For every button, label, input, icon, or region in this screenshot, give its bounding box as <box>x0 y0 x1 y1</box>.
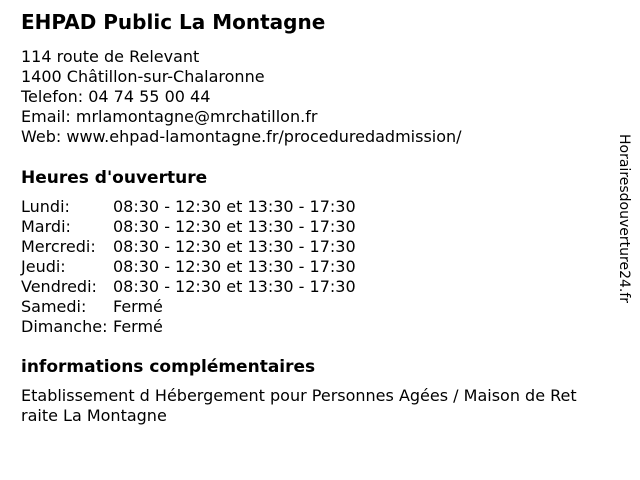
contact-line-phone: Telefon: 04 74 55 00 44 <box>21 87 211 106</box>
hours-time: Fermé <box>113 297 163 316</box>
hours-day: Mercredi: <box>21 237 96 256</box>
hours-time: 08:30 - 12:30 et 13:30 - 17:30 <box>113 277 356 296</box>
hours-table <box>21 197 640 337</box>
info-line: Etablissement d Hébergement pour Personnes Agées / Maison de Ret <box>21 386 577 405</box>
page-title: EHPAD Public La Montagne <box>21 10 326 34</box>
contact-line-street: 114 route de Relevant <box>21 47 200 66</box>
watermark-vertical-text: Horairesdouverture24.fr <box>616 134 632 304</box>
hours-day: Jeudi: <box>21 257 66 276</box>
hours-row <box>21 197 640 217</box>
hours-row <box>21 237 640 257</box>
hours-row <box>21 257 640 277</box>
hours-time: 08:30 - 12:30 et 13:30 - 17:30 <box>113 257 356 276</box>
info-heading: informations complémentaires <box>21 357 316 377</box>
hours-day: Mardi: <box>21 217 71 236</box>
hours-row <box>21 277 640 297</box>
hours-time: 08:30 - 12:30 et 13:30 - 17:30 <box>113 217 356 236</box>
hours-time: 08:30 - 12:30 et 13:30 - 17:30 <box>113 237 356 256</box>
hours-time: Fermé <box>113 317 163 336</box>
hours-row <box>21 297 640 317</box>
contact-line-web: Web: www.ehpad-lamontagne.fr/proceduredadmission/ <box>21 127 462 146</box>
info-line: raite La Montagne <box>21 406 167 425</box>
hours-row <box>21 217 640 237</box>
info-paragraph <box>21 386 640 426</box>
hours-day: Samedi: <box>21 297 87 316</box>
contact-info <box>21 47 640 147</box>
contact-line-email: Email: mrlamontagne@mrchatillon.fr <box>21 107 318 126</box>
hours-time: 08:30 - 12:30 et 13:30 - 17:30 <box>113 197 356 216</box>
hours-heading: Heures d'ouverture <box>21 168 208 188</box>
hours-row <box>21 317 640 337</box>
hours-day: Vendredi: <box>21 277 97 296</box>
hours-day: Dimanche: <box>21 317 108 336</box>
contact-line-city: 1400 Châtillon-sur-Chalaronne <box>21 67 265 86</box>
hours-day: Lundi: <box>21 197 70 216</box>
